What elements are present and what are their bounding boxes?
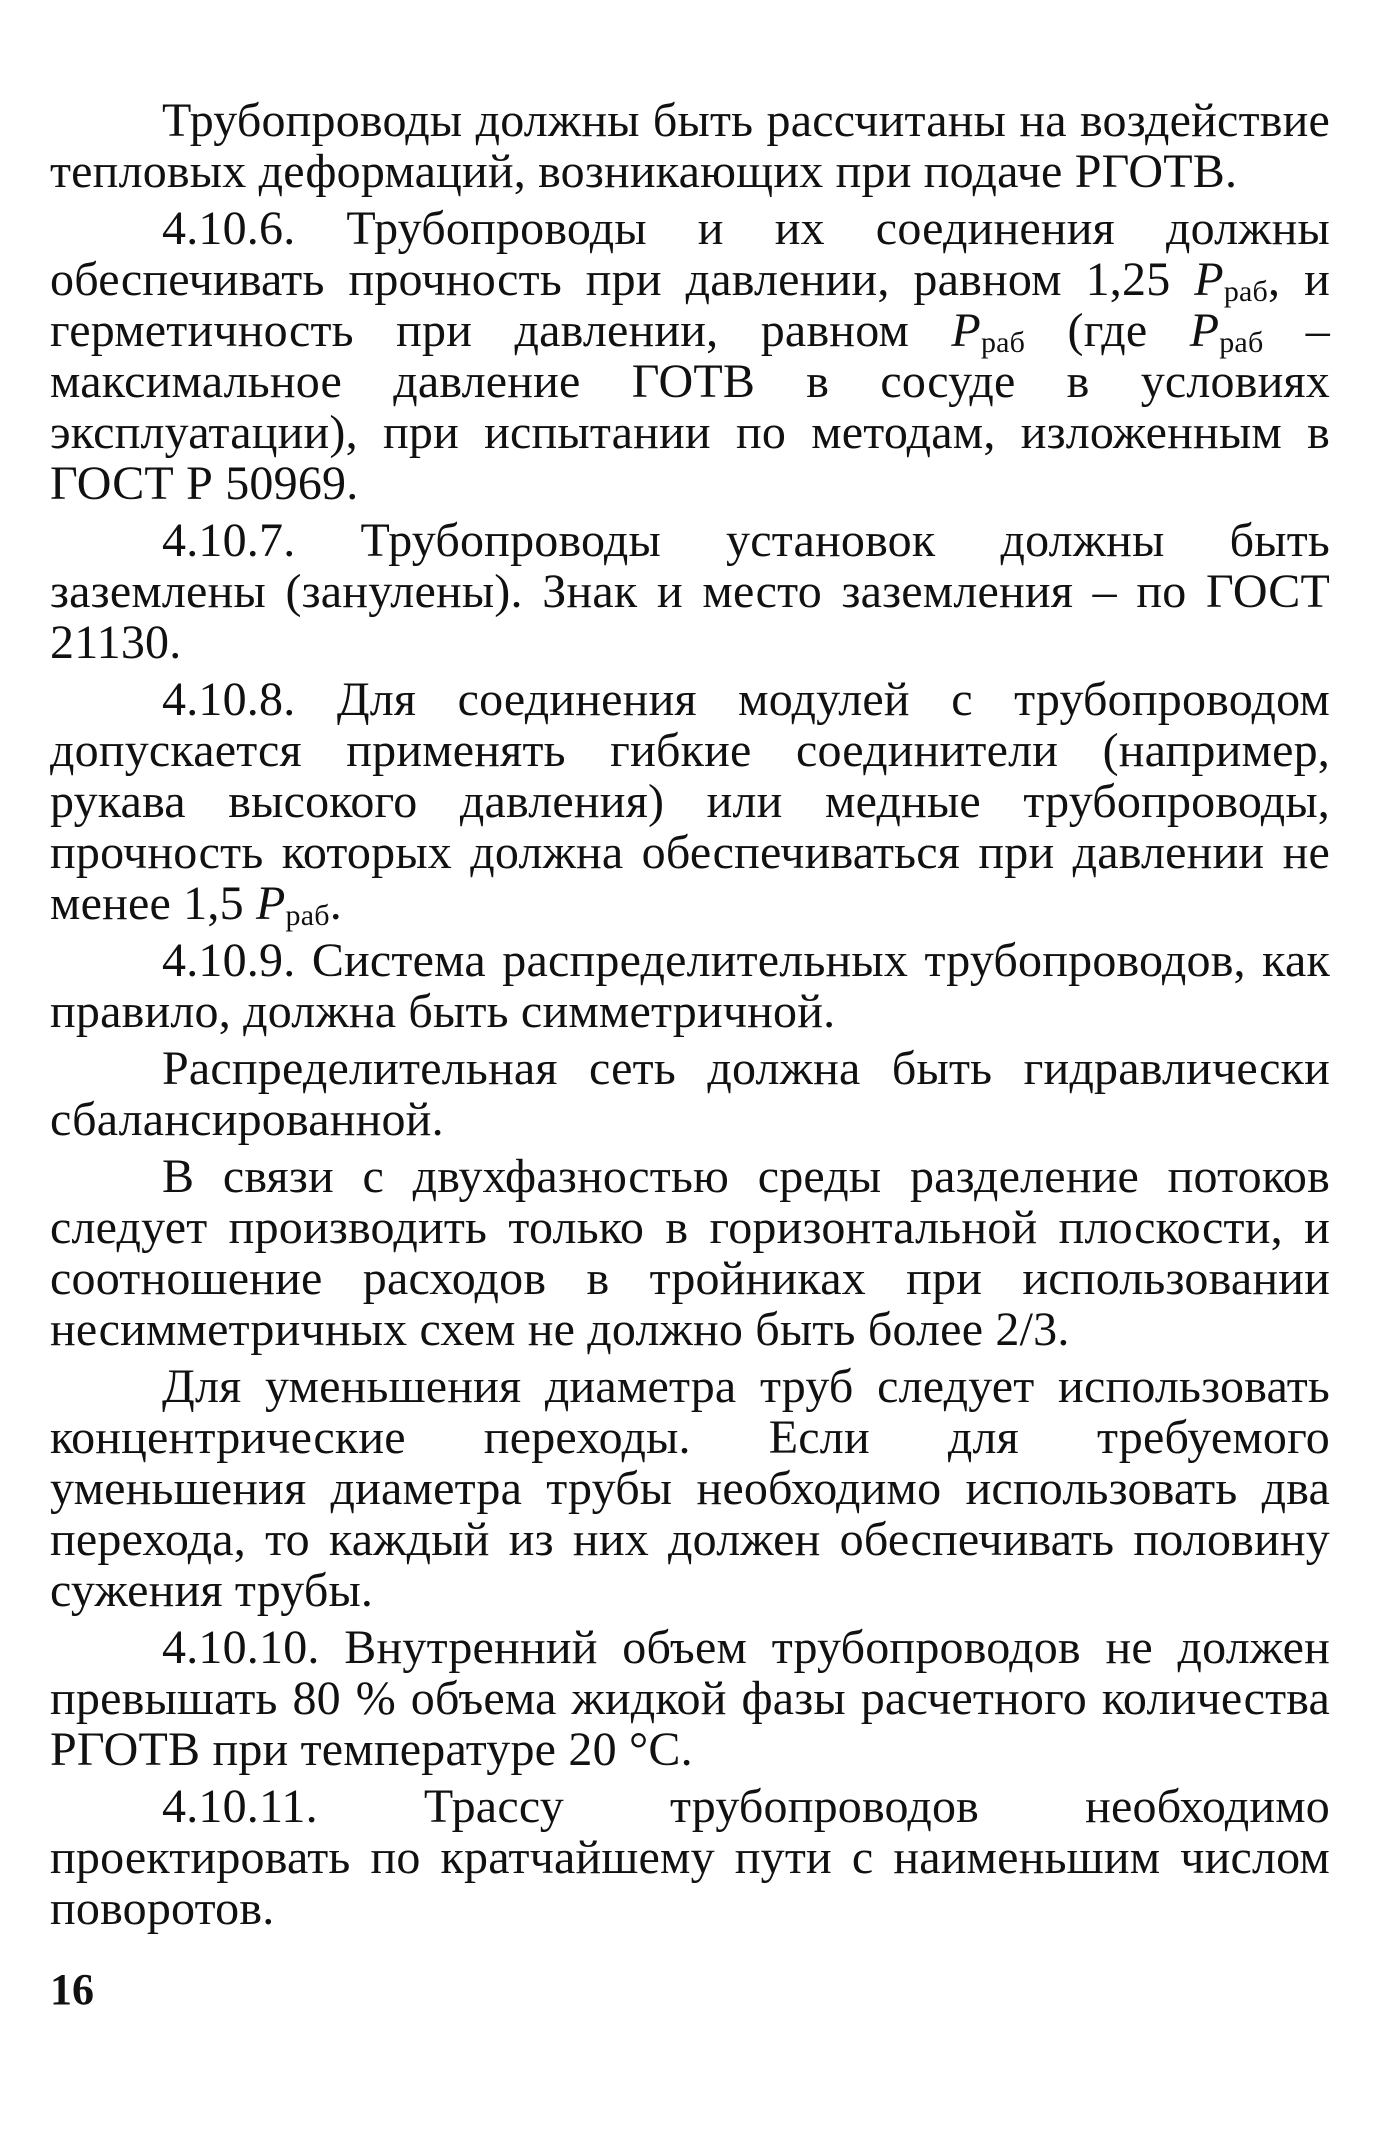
paragraph-network-balance: Распределительная сеть должна быть гидравлически сбалансированной. (50, 1042, 1330, 1146)
pressure-symbol: P (255, 877, 286, 930)
paragraph-two-phase-flow: В связи с двухфазностью среды разделение потоков следует производить только в горизонтальной плоскости, и соотношение расходов в тройниках при использовании несимметричных схем не должно быть более 2/3. (50, 1150, 1330, 1356)
pressure-symbol: P (1189, 304, 1220, 357)
page-number: 16 (50, 1965, 94, 2014)
pressure-symbol: P (1194, 253, 1224, 306)
text-segment: 4.10.6. Трубопроводы и их соединения должны обеспечивать прочность при давлении, равном 1,25 (50, 202, 1330, 306)
paragraph-continuation: Трубопроводы должны быть рассчитаны на воздействие тепловых деформаций, возникающих при подаче РГОТВ. (50, 94, 1330, 198)
pressure-subscript: раб (1223, 275, 1269, 308)
text-segment: . (329, 877, 342, 930)
paragraph-4-10-9: 4.10.9. Система распределительных трубопроводов, как правило, должна быть симметричной. (50, 934, 1330, 1038)
paragraph-4-10-11: 4.10.11. Трассу трубопроводов необходимо проектировать по кратчайшему пути с наименьшим числом поворотов. (50, 1780, 1330, 1935)
paragraph-4-10-8 (50, 673, 1330, 932)
paragraph-4-10-6 (50, 203, 1330, 509)
pressure-symbol: P (951, 304, 981, 357)
text-segment: (где (1025, 304, 1190, 357)
document-page (50, 95, 1330, 1940)
paragraph-4-10-10: 4.10.10. Внутренний объем трубопроводов не должен превышать 80 % объема жидкой фазы расчетного количества РГОТВ при температуре 20 °С. (50, 1621, 1330, 1776)
paragraph-diameter-reduction: Для уменьшения диаметра труб следует использовать концентрические переходы. Если для требуемого уменьшения диаметра трубы необходимо использовать два перехода, то каждый из них должен обеспечивать половину сужения трубы. (50, 1360, 1330, 1617)
paragraph-4-10-7: 4.10.7. Трубопроводы установок должны быть заземлены (занулены). Знак и место заземления – по ГОСТ 21130. (50, 514, 1330, 669)
pressure-subscript: раб (980, 326, 1026, 359)
text-segment: , и герметичность при давлении, равном (50, 253, 1330, 357)
pressure-subscript: раб (285, 899, 330, 932)
pressure-subscript: раб (1219, 326, 1264, 359)
text-segment: – максимальное давление ГОТВ в сосуде в условиях эксплуатации), при испытании по методам, изложенным в ГОСТ Р 50969. (50, 304, 1330, 510)
text-segment: 4.10.8. Для соединения модулей с трубопроводом допускается применять гибкие соединители (например, рукава высокого давления) или медные трубопроводы, прочность которых должна обеспечиваться при давлении не менее 1,5 (50, 673, 1330, 930)
